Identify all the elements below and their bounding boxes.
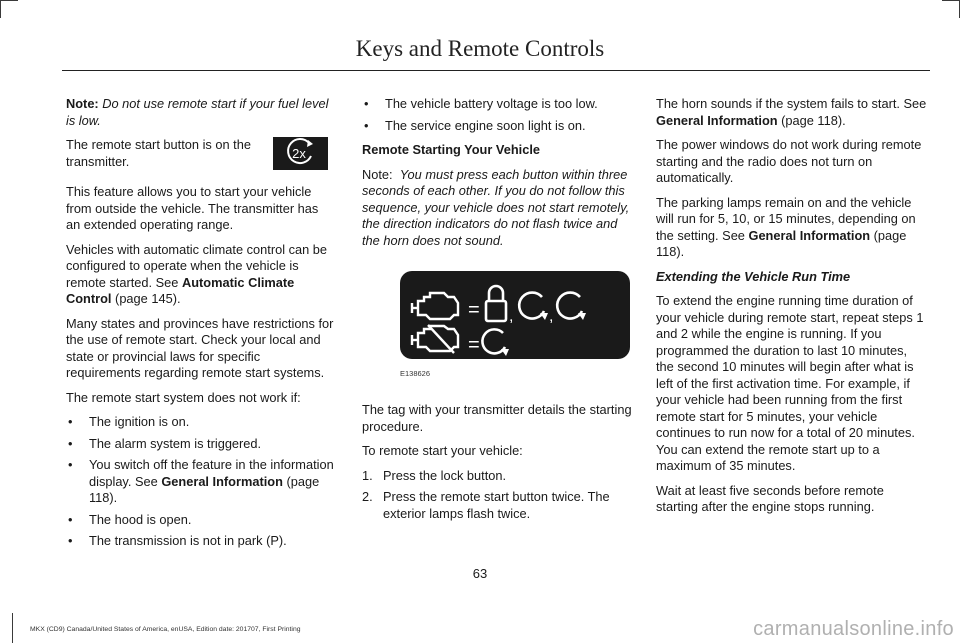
header-rule [62, 70, 930, 71]
svg-text:,: , [509, 308, 514, 325]
text: The horn sounds if the system fails to start. See [656, 96, 927, 111]
note-text: Do not use remote start if your fuel level is low. [66, 96, 329, 128]
cross-reference: General Information [161, 473, 283, 489]
paragraph [656, 96, 928, 129]
note-label: Note: [362, 166, 393, 182]
paragraph: To remote start your vehicle: [362, 443, 523, 458]
paragraph: Wait at least five seconds before remote starting after the engine stops running. [656, 482, 884, 514]
remote-start-2x-icon [273, 137, 328, 170]
crop-mark [0, 0, 1, 18]
remote-button-text: The remote start button is on the transmitter. [66, 137, 251, 169]
list-item: • The transmission is not in park (P). [66, 533, 336, 550]
paragraph: Many states and provinces have restrictions for the use of remote start. Check your local and state or provincial laws for specific requirements regarding remote start systems. [66, 315, 334, 380]
paragraph: To extend the engine running time duration of your vehicle during remote start, repeat steps 1 and 2 while the engine is running. If you programmed the duration to last 10 minutes, the second 10 minutes will begin after what is left of the first activation time. For example, if your vehicle had been running from the first remote start for 5 minutes, your vehicle continues to run now for a total of 20 minutes. You can extend the remote start up to a maximum of 35 minutes. [656, 293, 924, 473]
list-item [362, 489, 632, 522]
list-item: • The vehicle battery voltage is too low. [362, 96, 632, 113]
paragraph: The remote start system does not work if: [66, 389, 301, 405]
crop-mark [942, 0, 960, 1]
section-heading [656, 269, 928, 286]
page-number: 63 [472, 566, 488, 581]
text: (page 118). [656, 227, 907, 259]
column-1 [66, 96, 336, 558]
footer-text: MKX (CD9) Canada/United States of America, enUSA, Edition date: 201707, First Printing [30, 626, 301, 633]
cross-reference: General Information [656, 112, 778, 128]
svg-text:=: = [468, 334, 480, 356]
heading-text: Remote Starting Your Vehicle [362, 142, 541, 157]
text: (page 145). [111, 291, 181, 306]
numbered-list [362, 468, 632, 523]
text: You switch off the feature in the information display. See [89, 457, 334, 489]
text: The parking lamps remain on and the vehicle will run for 5, 10, or 15 minutes, depending on the setting. See [656, 194, 916, 243]
bullet-list [362, 96, 632, 134]
paragraph: This feature allows you to start your vehicle from outside the vehicle. The transmitter has an extended operating range. [66, 184, 319, 232]
crop-mark [12, 613, 13, 643]
remote-start-row [66, 137, 336, 170]
column-3 [656, 96, 928, 524]
note-paragraph [362, 167, 632, 250]
step-number: 1. [362, 467, 373, 483]
page-title: Keys and Remote Controls [355, 36, 605, 61]
list-item [362, 468, 632, 485]
text: (page 118). [89, 473, 320, 505]
cross-reference: Automatic Climate Control [66, 274, 295, 306]
list-item: • The alarm system is triggered. [66, 436, 336, 453]
watermark: carmanualsonline.info [753, 618, 954, 640]
remote-icon-label: 2x [292, 146, 306, 161]
heading-text: Extending the Vehicle Run Time [656, 268, 851, 284]
bullet-list [66, 414, 336, 550]
paragraph [656, 195, 928, 261]
note-text: You must press each button within three seconds of each other. If you do not follow this sequence, your vehicle does not start remotely, the direction indicators do not flash twice and the horn does not sound. [362, 166, 630, 248]
list-item: • The service engine soon light is on. [362, 118, 632, 135]
note-label: Note: [66, 96, 99, 111]
section-heading [362, 142, 632, 159]
list-item [66, 457, 336, 507]
paragraph [66, 242, 336, 308]
column-2 [362, 96, 632, 527]
note-paragraph [66, 96, 336, 129]
step-text: Press the remote start button twice. The exterior lamps flash twice. [383, 489, 610, 521]
crop-mark [0, 0, 18, 1]
paragraph: The power windows do not work during remote starting and the radio does not turn on automatically. [656, 137, 922, 185]
paragraph: The tag with your transmitter details the starting procedure. [362, 402, 632, 434]
text: (page 118). [777, 112, 846, 128]
svg-text:,: , [549, 308, 554, 325]
cross-reference: General Information [748, 227, 871, 243]
svg-text:=: = [468, 299, 480, 321]
step-text: Press the lock button. [383, 467, 507, 483]
text: Vehicles with automatic climate control can be configured to operate when the vehicle is remote started. See [66, 241, 328, 290]
list-item: • The ignition is on. [66, 414, 336, 431]
list-item: • The hood is open. [66, 512, 336, 529]
figure-id: E138626 [400, 368, 431, 378]
step-number: 2. [362, 489, 373, 504]
remote-start-procedure-figure [400, 271, 630, 359]
